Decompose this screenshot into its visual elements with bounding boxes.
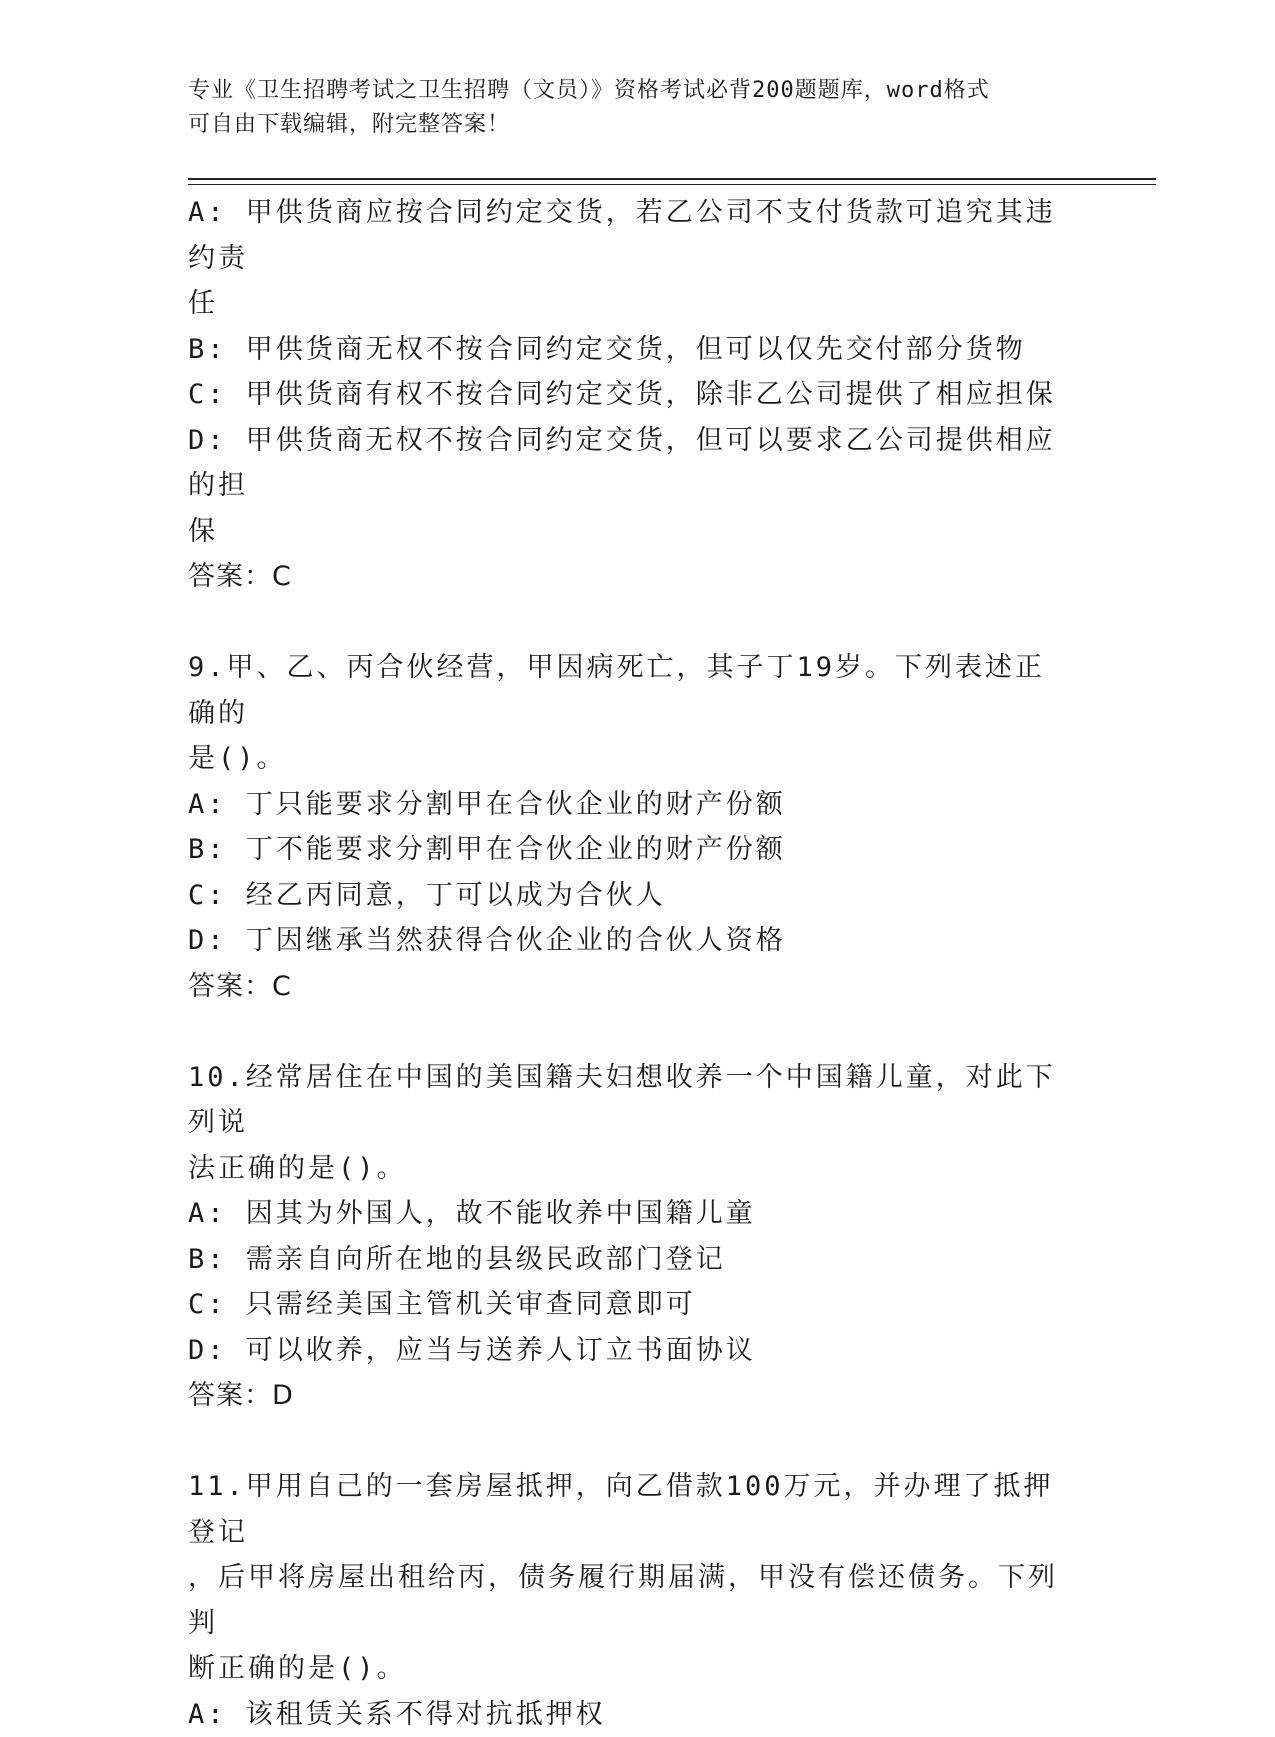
q10-stem-line-2: 法正确的是()。	[188, 1146, 1068, 1192]
q11-option-a: A: 该租赁关系不得对抗抵押权	[188, 1692, 1068, 1737]
q8-option-c: C: 甲供货商有权不按合同约定交货，除非乙公司提供了相应担保	[188, 372, 1068, 418]
q10-option-c: C: 只需经美国主管机关审查同意即可	[188, 1282, 1068, 1328]
header-divider-thin	[188, 184, 1156, 185]
q11-stem-line-2: ，后甲将房屋出租给丙，债务履行期届满，甲没有偿还债务。下列判	[188, 1555, 1068, 1646]
q10-stem-line-1: 10.经常居住在中国的美国籍夫妇想收养一个中国籍儿童，对此下列说	[188, 1055, 1068, 1146]
q9-option-b: B: 丁不能要求分割甲在合伙企业的财产份额	[188, 827, 1068, 873]
document-body	[188, 190, 1068, 1737]
q9-stem-line-2: 是()。	[188, 736, 1068, 782]
question-11	[188, 1464, 1068, 1737]
q9-option-a: A: 丁只能要求分割甲在合伙企业的财产份额	[188, 782, 1068, 828]
header-title-line-1: 专业《卫生招聘考试之卫生招聘（文员）》资格考试必背200题题库，word格式	[188, 74, 1068, 108]
q8-answer: 答案：C	[188, 554, 1068, 600]
q9-option-c: C: 经乙丙同意，丁可以成为合伙人	[188, 873, 1068, 919]
q10-option-a: A: 因其为外国人，故不能收养中国籍儿童	[188, 1191, 1068, 1237]
question-8	[188, 190, 1068, 600]
header-title-line-2: 可自由下载编辑，附完整答案！	[188, 108, 1068, 142]
q10-option-b: B: 需亲自向所在地的县级民政部门登记	[188, 1237, 1068, 1283]
q8-option-a-line-1: A: 甲供货商应按合同约定交货，若乙公司不支付货款可追究其违约责	[188, 190, 1068, 281]
q8-option-b: B: 甲供货商无权不按合同约定交货，但可以仅先交付部分货物	[188, 327, 1068, 373]
q10-answer: 答案：D	[188, 1373, 1068, 1419]
q8-option-a-line-2: 任	[188, 281, 1068, 327]
spacer	[188, 1009, 1068, 1055]
question-9	[188, 645, 1068, 1009]
q8-option-d-line-2: 保	[188, 509, 1068, 555]
spacer	[188, 600, 1068, 646]
q8-option-d-line-1: D: 甲供货商无权不按合同约定交货，但可以要求乙公司提供相应的担	[188, 418, 1068, 509]
document-header	[188, 74, 1068, 142]
q9-option-d: D: 丁因继承当然获得合伙企业的合伙人资格	[188, 918, 1068, 964]
spacer	[188, 1419, 1068, 1465]
q9-stem-line-1: 9.甲、乙、丙合伙经营，甲因病死亡，其子丁19岁。下列表述正确的	[188, 645, 1068, 736]
question-10	[188, 1055, 1068, 1419]
header-divider-thick	[188, 178, 1156, 180]
q11-stem-line-3: 断正确的是()。	[188, 1646, 1068, 1692]
q10-option-d: D: 可以收养，应当与送养人订立书面协议	[188, 1328, 1068, 1374]
q11-stem-line-1: 11.甲用自己的一套房屋抵押，向乙借款100万元，并办理了抵押登记	[188, 1464, 1068, 1555]
q9-answer: 答案：C	[188, 964, 1068, 1010]
